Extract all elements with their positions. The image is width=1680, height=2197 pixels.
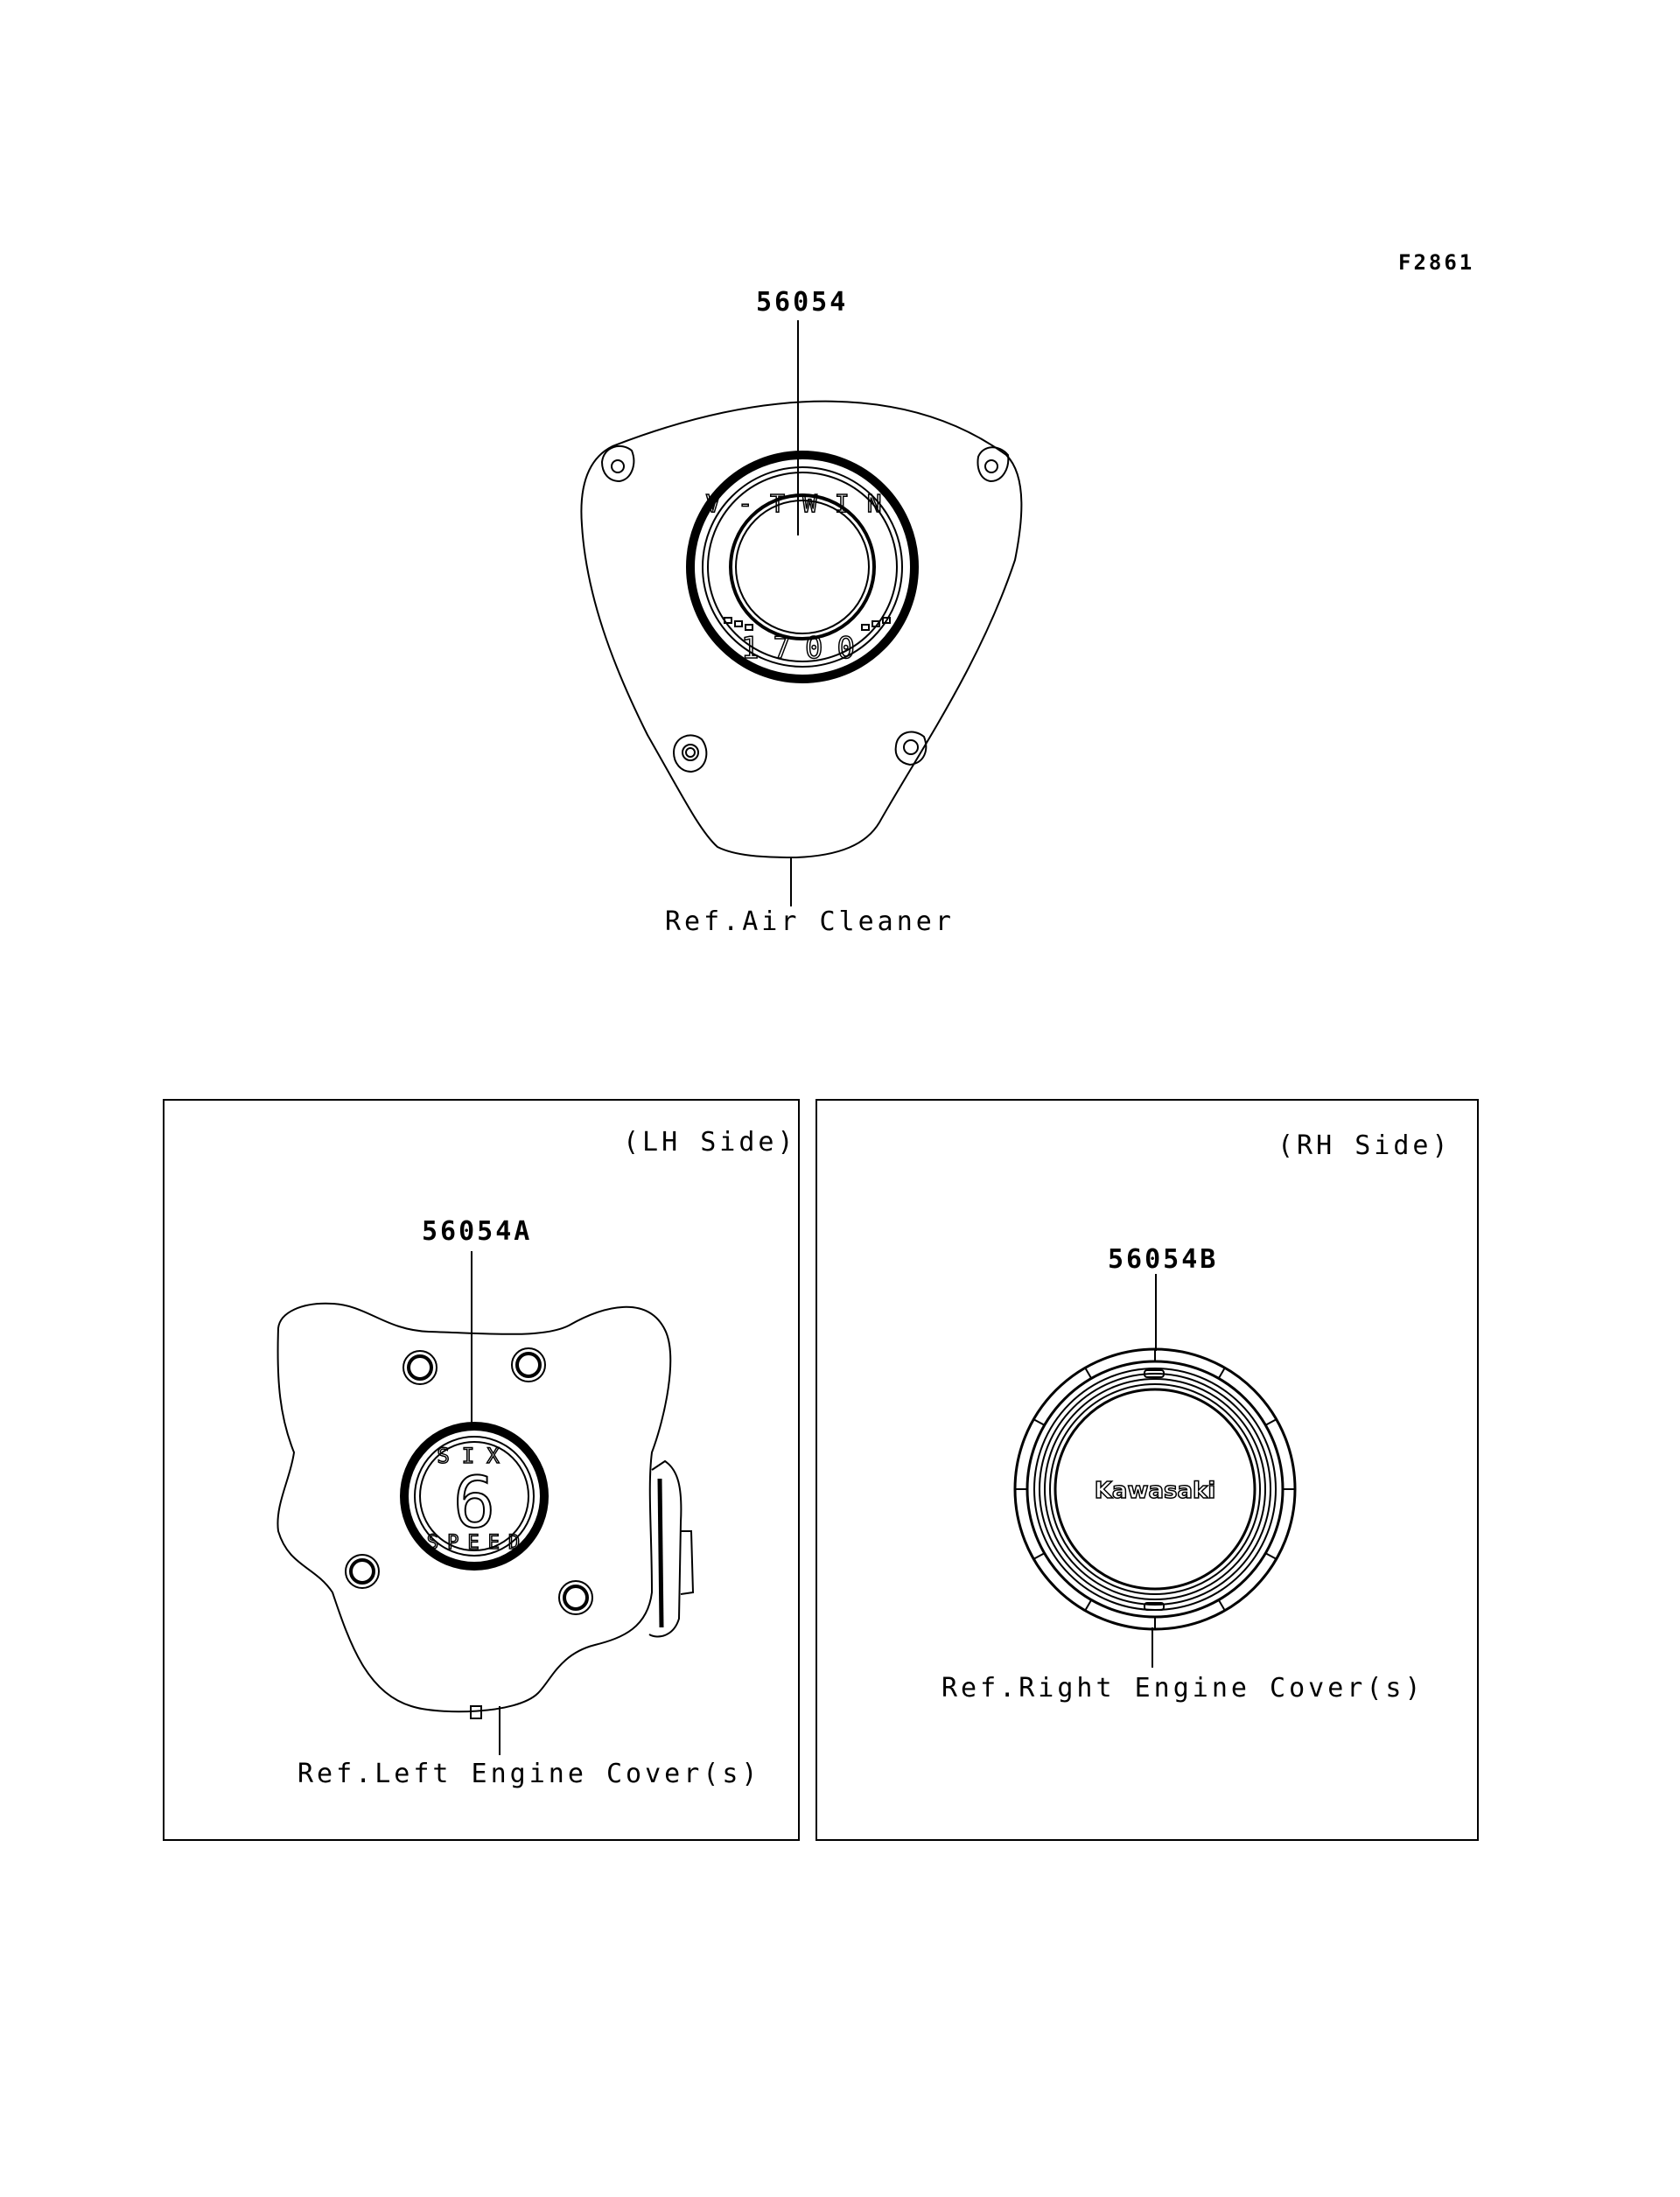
part-number-56054a: 56054A: [422, 1216, 533, 1247]
bolt-icon: [559, 1581, 592, 1614]
emblem-1700-text: 1700: [741, 631, 869, 666]
ref-left-engine-cover: Ref.Left Engine Cover(s): [298, 1759, 761, 1789]
emblem-speed-text: SPEED: [426, 1532, 529, 1554]
emblem-six-text: SIX: [437, 1444, 512, 1468]
emblem-v-twin-text: V-TWIN: [705, 489, 900, 518]
ref-air-cleaner: Ref.Air Cleaner: [665, 906, 955, 937]
boss-icon: [602, 446, 634, 481]
emblem-6-text: 6: [452, 1462, 496, 1543]
ref-right-engine-cover: Ref.Right Engine Cover(s): [942, 1673, 1424, 1704]
lh-side-label: (LH Side): [623, 1127, 797, 1158]
figure-code: F2861: [1398, 250, 1475, 275]
bolt-icon: [346, 1555, 379, 1588]
emblem-kawasaki-text: Kawasaki: [1094, 1478, 1216, 1504]
rh-side-label: (RH Side): [1278, 1130, 1452, 1161]
air-cleaner-cover: [581, 402, 1021, 857]
bolt-icon: [403, 1351, 437, 1384]
boss-icon: [896, 732, 927, 765]
part-number-56054b: 56054B: [1108, 1244, 1219, 1275]
bolt-icon: [512, 1348, 545, 1382]
boss-icon: [674, 735, 706, 772]
part-number-56054: 56054: [756, 287, 849, 318]
